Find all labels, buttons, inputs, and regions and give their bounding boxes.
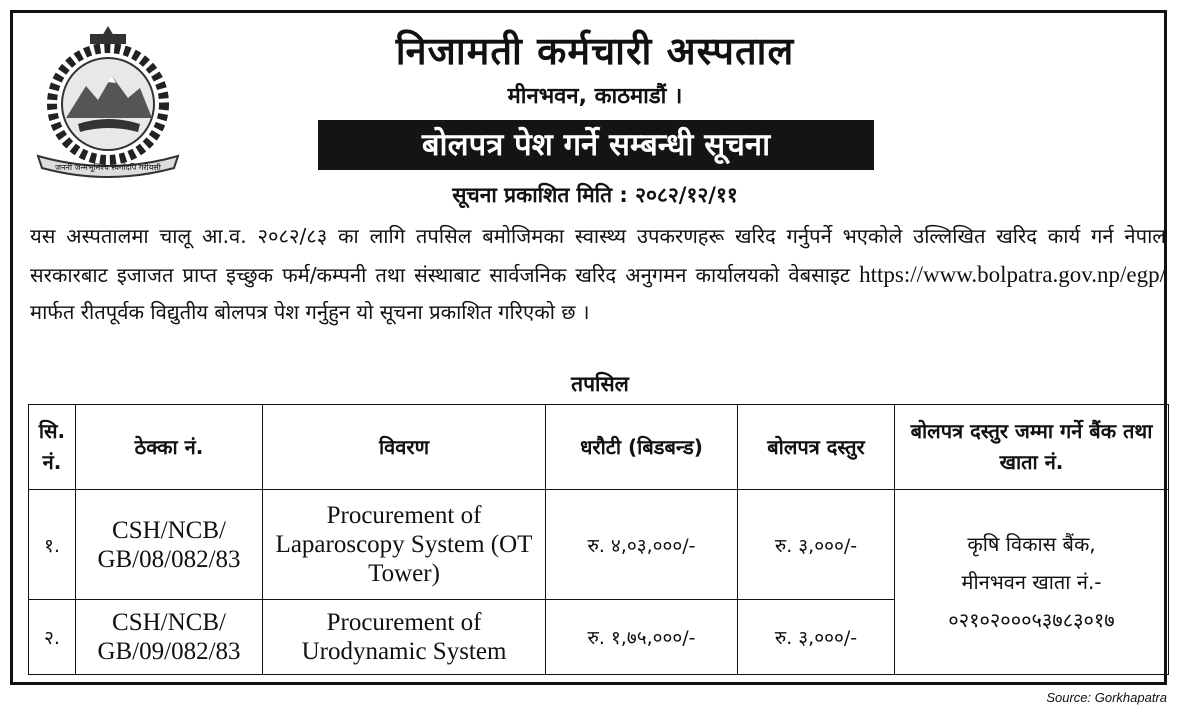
header-bank: बोलपत्र दस्तुर जम्मा गर्ने बैंक तथा खाता नं. [895,405,1169,490]
notice-banner: बोलपत्र पेश गर्ने सम्बन्धी सूचना [318,120,874,170]
header-contract: ठेक्का नं. [76,405,263,490]
row-sn: २. [29,600,76,675]
tender-table [28,404,1169,675]
table-caption: तपसिल [571,372,629,396]
bank-name: कृषि विकास बैंक, [967,532,1096,556]
body-part-1: यस अस्पतालमा चालू आ.व. २०८२/८३ का लागि तपसिल बमोजिमका स्वास्थ्य उपकरणहरू खरिद गर्नुपर्ने भएकोले उल्लिखित खरिद कार्य गर्न नेपाल सरकारबाट इजाजत प्राप्त इच्छुक फर्म/कम्पनी तथा संस्थाबाट सार्वजनिक खरिद अनुगमन कार्यालयको वेबसाइट [30,224,1166,287]
hospital-title: निजामती कर्मचारी अस्पताल [395,29,795,73]
published-date [200,181,990,209]
row-contract: CSH/NCB/ GB/09/082/83 [76,600,263,675]
egp-url-link[interactable]: https://www.bolpatra.gov.np/egp/ [859,261,1166,287]
notice-body [30,218,1166,332]
bank-account-label: मीनभवन खाता नं.- [961,570,1102,594]
header-fee: बोलपत्र दस्तुर [738,405,895,490]
row-bid-bond: रु. ४,०३,०००/- [546,490,738,600]
row-fee: रु. ३,०००/- [738,600,895,675]
row-description: Procurement of Urodynamic System [263,600,546,675]
nepal-emblem-icon [28,26,188,186]
row-bid-bond: रु. १,७५,०००/- [546,600,738,675]
row-fee: रु. ३,०००/- [738,490,895,600]
header-bid-bond: धरौटी (बिडबन्ड) [546,405,738,490]
source-credit: Source: Gorkhapatra [1046,690,1167,705]
hospital-address: मीनभवन, काठमाडौं । [507,84,683,109]
table-header-row [29,405,1169,490]
emblem-motto: जननी जन्मभूमिश्च स्वर्गादपि गरीयसी [55,163,161,172]
published-label: सूचना प्रकाशित मिति : [452,183,628,207]
header-description: विवरण [263,405,546,490]
bank-account-number: ०२१०२०००५३७८३०१७ [948,608,1115,632]
table-row [29,490,1169,600]
bank-account-cell [895,490,1169,675]
header-sn: सि. नं. [29,405,76,490]
row-contract: CSH/NCB/ GB/08/082/83 [76,490,263,600]
body-part-2: मार्फत रीतपूर्वक विद्युतीय बोलपत्र पेश गर्नुहुन यो सूचना प्रकाशित गरिएको छ । [30,300,590,324]
row-description: Procurement of Laparoscopy System (OT Tower) [263,490,546,600]
row-sn: १. [29,490,76,600]
published-date-value: २०८२/१२/११ [635,183,738,207]
